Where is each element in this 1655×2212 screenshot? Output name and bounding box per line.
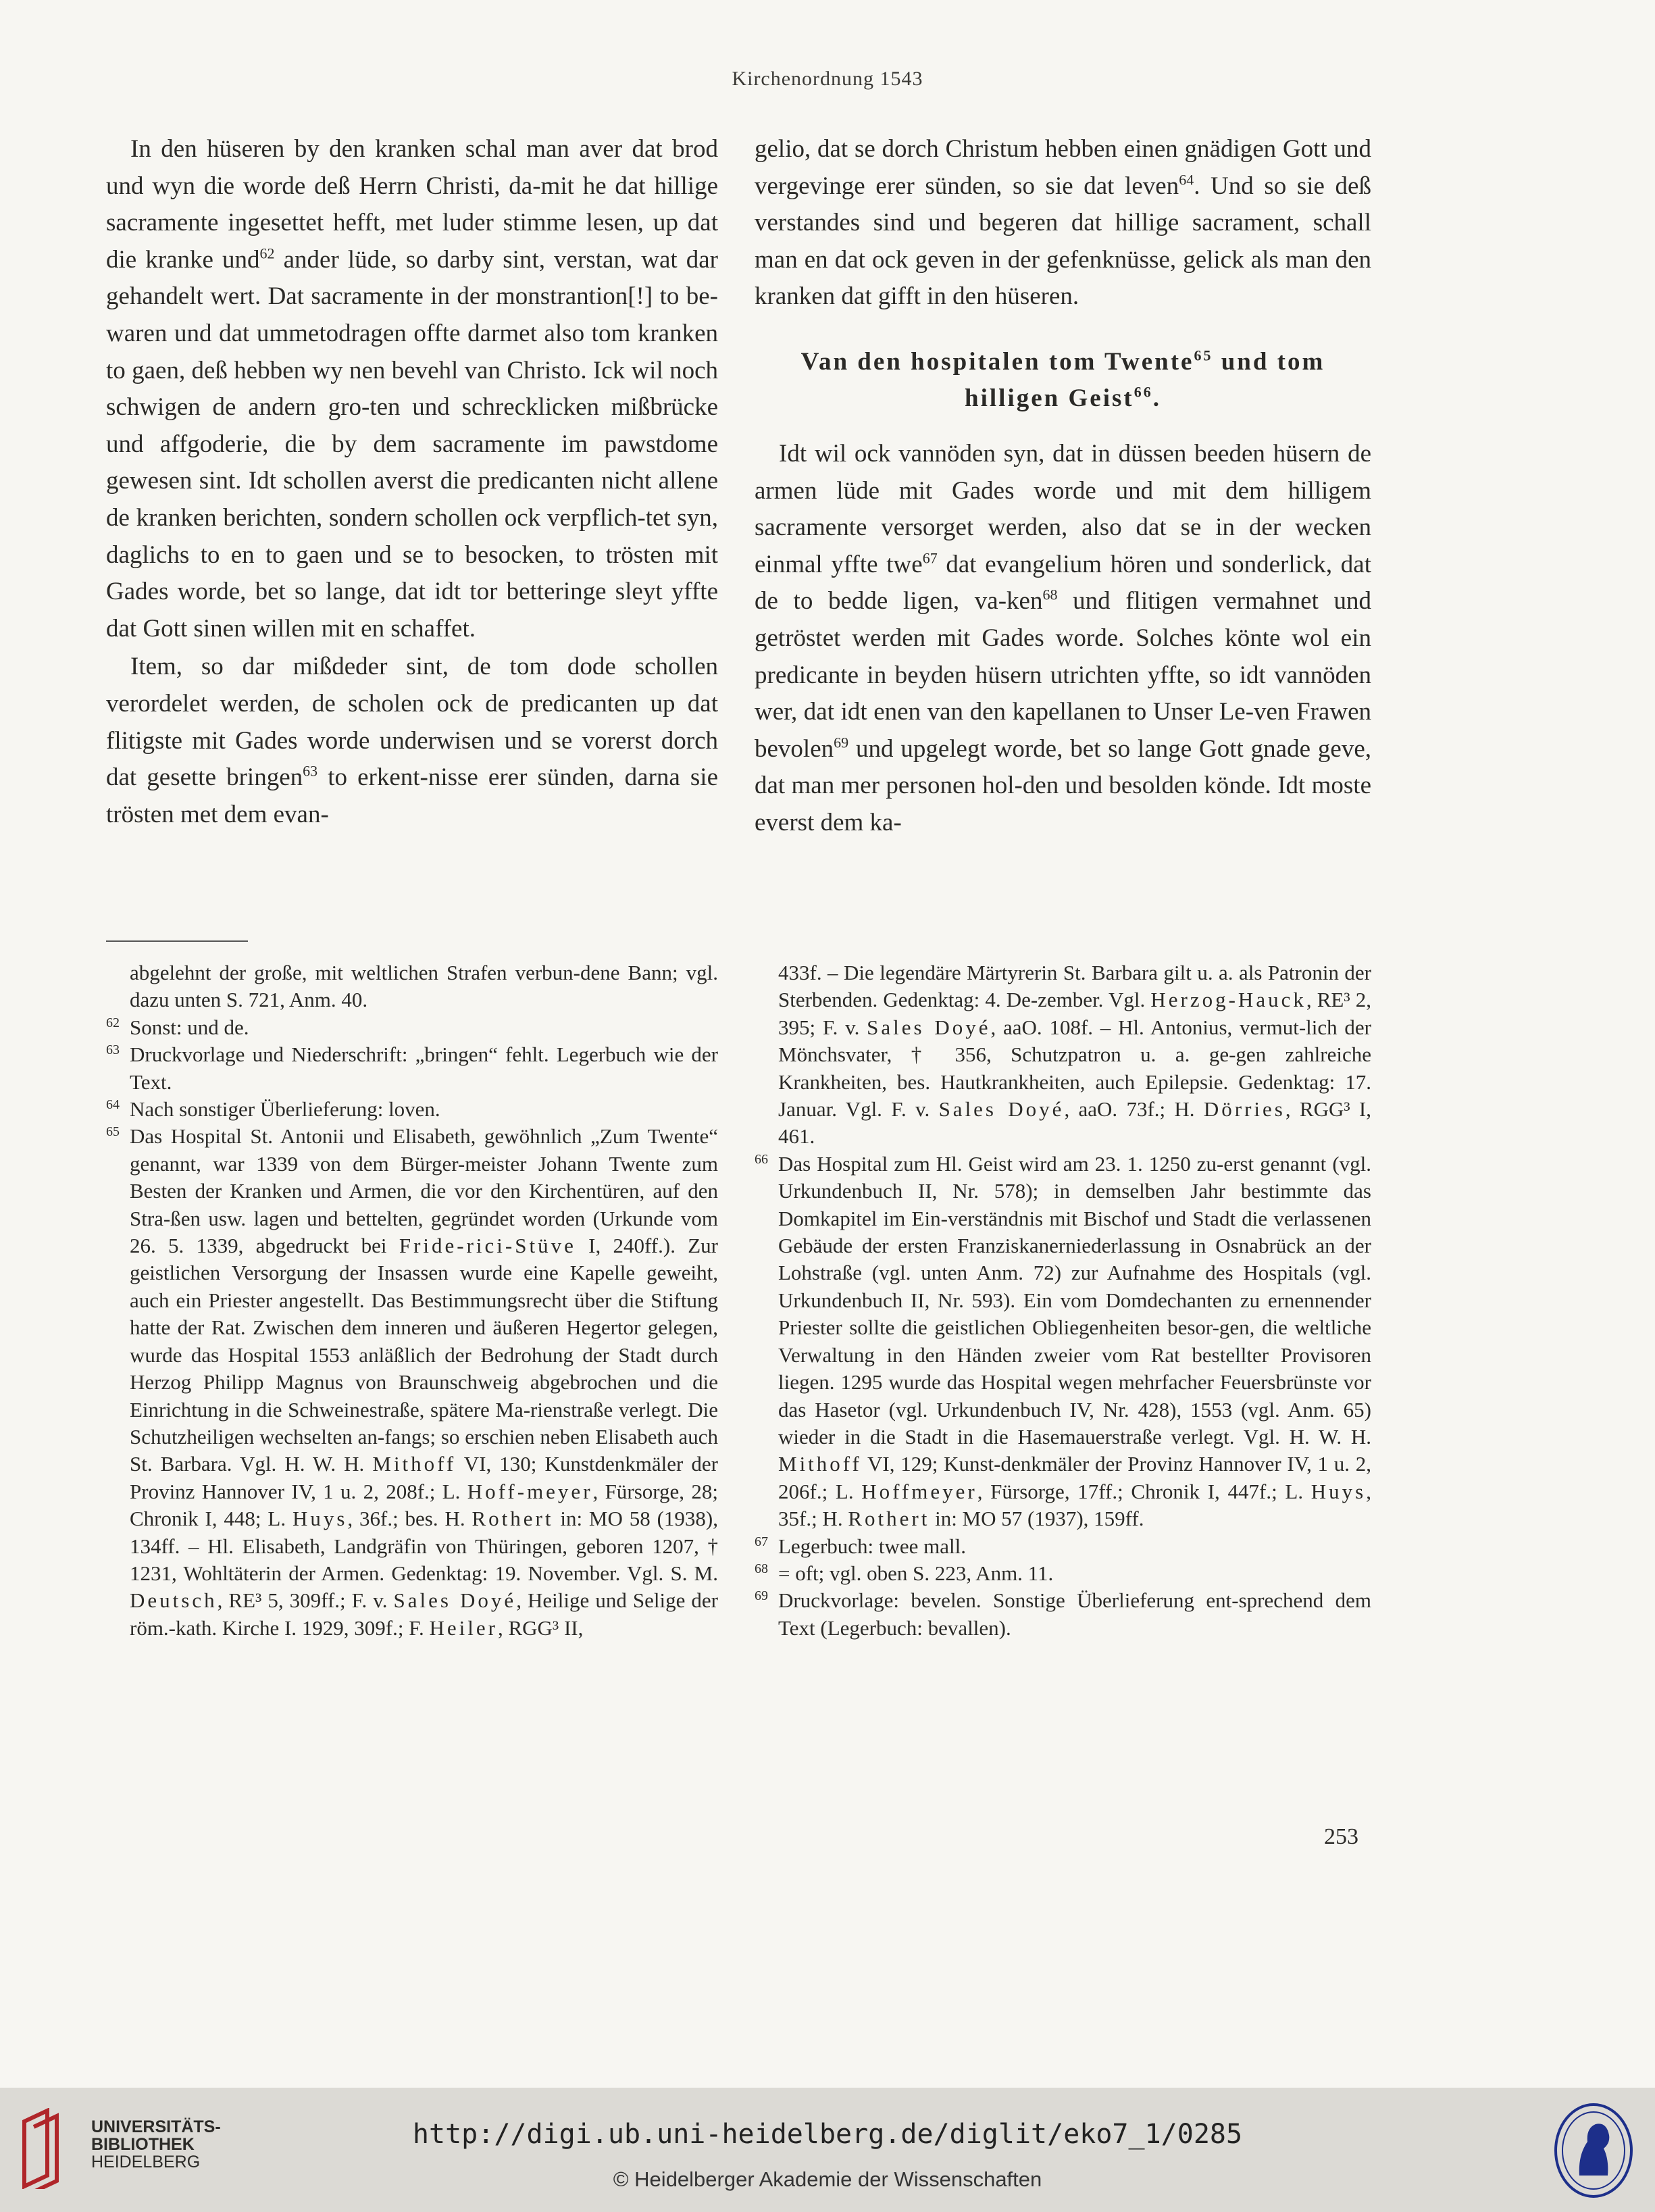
footnote-64: 64 Nach sonstiger Überlieferung: loven. [106,1097,440,1122]
left-column-text [106,131,718,833]
right-paragraph-1: gelio, dat se dorch Christum hebben einen gnädigen Gott und vergevinge erer sünden, so sie dat leven$^{64}$. Und so sie deß verstandes sind und begeren dat hillige sacrament, schall man en dat ock geven in der gefenknüsse, gelick als man den kranken dat gifft in den hüseren. [755,135,1371,311]
library-name[interactable]: UNIVERSITÄTS- BIBLIOTHEK HEIDELBERG [91,2117,221,2171]
footnote-continuation: abgelehnt der große, mit weltlichen Strafen verbun-dene Bann; vgl. dazu unten S. 721, Anm. 40. [130,961,718,1012]
footnote-divider [106,940,248,942]
footnote-ref-67[interactable]: 67 [922,549,938,567]
footnote-62: 62 Sonst: und de. [106,1015,249,1039]
left-paragraph-2: Item, so dar mißdeder sint, de tom dode schollen verordelet werden, de scholen ock de predicanten up dat flitigste mit Gades worde underwisen und se vorerst dorch dat gesette bringen$^{63}$ to erkent-nisse erer sünden, darna sie trösten met dem evan- [106,653,719,828]
footnote-ref-64[interactable]: 64 [1179,171,1194,188]
footnote-ref-65[interactable]: 65 [1194,347,1213,364]
left-paragraph-1: In den hüseren by den kranken schal man aver dat brod und wyn die worde deß Herrn Christi, da-mit he dat hillige sacramente ingesettet hefft, met luder stimme lesen, up dat die kranke und$^{62}$ ander lüde, so darby sint, verstan, wat dar gehandelt wert. Dat sacramente in der monstrantion[!] to be-waren und dat ummetodragen offte darmet also tom kranken to gaen, deß hebben wy nen bevehl van Christo. Ick wil noch schwigen de andern gro-ten und schrecklicken mißbrücke und affgoderie, die by dem sacramente im pawstdome gewesen sint. Idt schollen averst die predicanten nicht allene de kranken berichten, sondern schollen ock verpflich-tet syn, daglichs to en to gaen und se to besocken, to trösten mit Gades worde, bet so lange, dat idt tor betteringe sleyt yffte dat Gott sinen willen mit en schaffet. [106,135,718,643]
footnote-69: 69 Druckvorlage: bevelen. Sonstige Überlieferung ent-sprechend dem Text (Legerbuch: bevallen). [755,1588,1371,1640]
permalink-url[interactable]: http://digi.ub.uni-heidelberg.de/diglit/eko7_1/0285 [412,2119,1243,2150]
footnote-ref-66[interactable]: 66 [1134,383,1153,401]
footnote-ref-68[interactable]: 68 [1042,586,1058,604]
viewer-footer [0,2088,1655,2212]
footnote-ref-62[interactable]: 62 [259,245,275,262]
footnote-ref-69[interactable]: 69 [834,734,849,751]
section-heading: Van den hospitalen tom Twente$^{65}$ und tom hilligen Geist$^{66}$. [800,347,1325,412]
footnote-63: 63 Druckvorlage und Niederschrift: „bringen“ fehlt. Legerbuch wie der Text. [106,1042,718,1094]
footnote-continuation-right: 433f. – Die legendäre Märtyrerin St. Barbara gilt u. a. als Patronin der Sterbenden. Gedenktag: 4. De-zember. Vgl. Herzog-Hauck, RE³ 2, 395; F. v. Sales Doyé, aaO. 108f. – Hl. Antonius, vermut-lich der Mönchsvater, † 356, Schutzpatron u. a. ge-gen zahlreiche Krankheiten, bes. Hautkrankheiten, auch Epilepsie. Gedenktag: 17. Januar. Vgl. F. v. Sales Doyé, aaO. 73f.; H. Dörries, RGG³ I, 461. [778,961,1371,1149]
left-footnotes [106,959,718,1642]
copyright-notice: © Heidelberger Akademie der Wissenschaften [613,2167,1042,2191]
footnote-68: 68 = oft; vgl. oben S. 223, Anm. 11. [755,1561,1054,1585]
page-number: 253 [1324,1824,1358,1849]
right-paragraph-2: Idt wil ock vannöden syn, dat in düssen beeden hüsern de armen lüde mit Gades worde und mit dem hilligem sacramente versorget werden, also dat se in der wecken einmal yffte twe$^{67}$ dat evangelium hören und sonderlick, dat de to bedde ligen, va-ken$^{68}$ und flitigen vermahnet und getröstet werden mit Gades worde. Solches könte wol ein predicante in beyden hüsern utrichten yffte, so idt vannöden wer, dat idt enen van den kapellanen to Unser Le-ven Frawen bevolen$^{69}$ und upgelegt worde, bet so lange Gott gnade geve, dat man mer personen hol-den und besolden könde. Idt moste everst dem ka- [755,439,1371,836]
footnote-65: 65 Das Hospital St. Antonii und Elisabeth, gewöhnlich „Zum Twente“ genannt, war 1339 von dem Bürger-meister Johann Twente zum Besten der Kranken und Armen, die vor den Kirchentüren, auf den Stra-ßen usw. lagen und bettelten, gegründet worden (Urkunde vom 26. 5. 1339, abgedruckt bei Fride-rici-Stüve I, 240ff.). Zur geistlichen Versorgung der Insassen wurde eine Kapelle geweiht, auch ein Priester angestellt. Das Bestimmungsrecht über die Stiftung hatte der Rat. Zwischen dem inneren und äußeren Hegertor gelegen, wurde das Hospital 1553 anläßlich der Bedrohung der Stadt durch Herzog Philipp Magnus von Braunschweig abgebrochen und die Einrichtung in die Schweinestraße, spätere Ma-rienstraße verlegt. Die Schutzheiligen wechselten an-fangs; so erschien neben Elisabeth auch St. Barbara. Vgl. H. W. H. Mithoff VI, 130; Kunstdenkmäler der Provinz Hannover IV, 1 u. 2, 208f.; L. Hoff-meyer, Fürsorge, 28; Chronik I, 448; L. Huys, 36f.; bes. H. Rothert in: MO 58 (1938), 134ff. – Hl. Elisabeth, Landgräfin von Thüringen, geboren 1207, † 1231, Wohltäterin der Armen. Gedenktag: 19. November. Vgl. S. M. Deutsch, RE³ 5, 309ff.; F. v. Sales Doyé, Heilige und Selige der röm.-kath. Kirche I. 1929, 309f.; F. Heiler, RGG³ II, [106,1124,718,1640]
right-footnotes [755,959,1371,1642]
academy-seal-icon[interactable] [1552,2101,1635,2200]
footnote-66: 66 Das Hospital zum Hl. Geist wird am 23. 1. 1250 zu-erst genannt (vgl. Urkundenbuch II, Nr. 578); in demselben Jahr bestimmte das Domkapitel im Ein-verständnis mit Bischof und Stadt die verlassenen Gebäude der ersten Franziskanerniederlassung in Osnabrück an der Lohstraße (vgl. unten Anm. 72) zur Aufnahme des Hospitals (vgl. Urkundenbuch II, Nr. 593). Ein vom Domdechanten zu ernennender Priester sollte die geistlichen Obliegenheiten besor-gen, die weltliche Verwaltung in den Händen zweier vom Rat bestellter Provisoren liegen. 1295 wurde das Hospital wegen mehrfacher Feuersbrünste vor das Hasetor (vgl. Urkundenbuch IV, Nr. 428), 1553 (vgl. Anm. 65) wieder in die Stadt in die Hasemauerstraße verlegt. Vgl. H. W. H. Mithoff VI, 129; Kunst-denkmäler der Provinz Hannover IV, 1 u. 2, 206f.; L. Hoffmeyer, Fürsorge, 17ff.; Chronik I, 447f.; L. Huys, 35f.; H. Rothert in: MO 57 (1937), 159ff. [755,1151,1371,1531]
footnote-ref-63[interactable]: 63 [303,762,318,780]
footnote-67: 67 Legerbuch: twee mall. [755,1534,967,1558]
running-head: Kirchenordnung 1543 [732,68,923,90]
right-column-text [755,131,1371,842]
